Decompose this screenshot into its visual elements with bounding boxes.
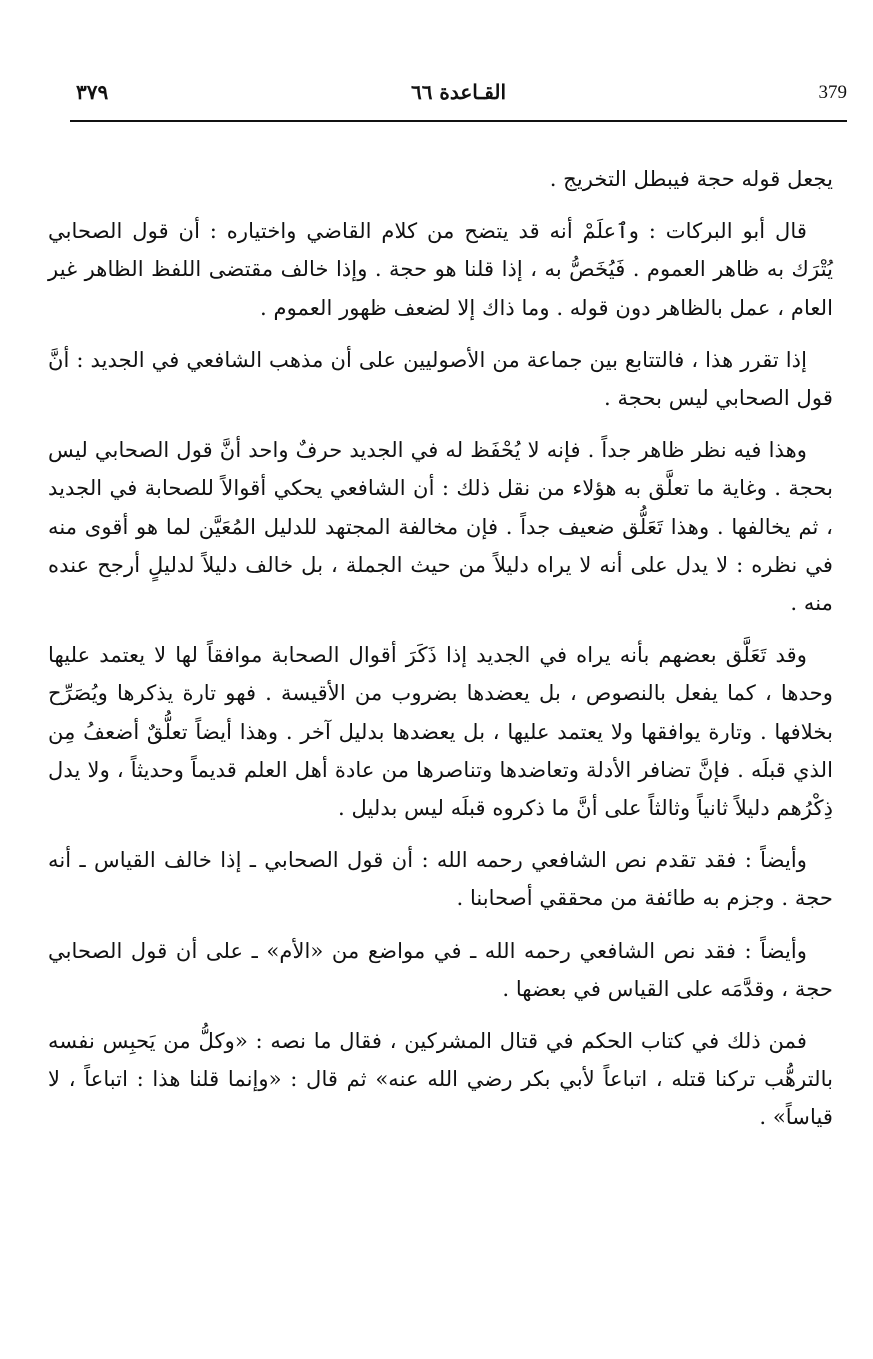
paragraph: يجعل قوله حجة فيبطل التخريج . [549,166,833,191]
header-rule [70,120,847,122]
page-body [48,160,833,1151]
page-number-arabic: ٣٧٩ [76,80,109,104]
paragraph: وأيضاً : فقد نص الشافعي رحمه الله ـ في مواضع من «الأم» ـ على أن قول الصحابي حجة ، وقدَّمَه على القياس في بعضها . [48,937,833,1001]
page-number-latin: 379 [818,82,847,103]
paragraph: فمن ذلك في كتاب الحكم في قتال المشركين ، فقال ما نصه : «وكلُّ من يَحبِس نفسه بالترهُّب تركنا قتله ، اتباعاً لأبي بكر رضي الله عنه» ثم قال : «وإنما قلنا هذا : اتباعاً ، لا قياساً» . [48,1028,833,1130]
paragraph: وهذا فيه نظر ظاهر جداً . فإنه لا يُحْفَظ له في الجديد حرفٌ واحد أنَّ قول الصحابي ليس بحجة . وغاية ما تعلَّق به هؤلاء من نقل ذلك : أن الشافعي يحكي أقوالاً للصحابة في الجديد ، ثم يخالفها . وهذا تَعَلُّق ضعيف جداً . فإن مخالفة المجتهد للدليل المُعَيَّن لما هو أقوى منه في نظره : لا يدل على أنه لا يراه دليلاً من حيث الجملة ، بل خالف دليلاً لدليلٍ أرجح عنده منه . [48,437,833,616]
paragraph: إذا تقرر هذا ، فالتتابع بين جماعة من الأصوليين على أن مذهب الشافعي في الجديد : أنَّ قول الصحابي ليس بحجة . [48,346,833,411]
paragraph: وأيضاً : فقد تقدم نص الشافعي رحمه الله : أن قول الصحابي ـ إذا خالف القياس ـ أنه حجة . وجزم به طائفة من محققي أصحابنا . [48,847,833,911]
paragraph: وقد تَعَلَّق بعضهم بأنه يراه في الجديد إذا ذَكَرَ أقوال الصحابة موافقاً لها لا يعتمد عليها وحدها ، كما يفعل بالنصوص ، بل يعضدها بضروب من الأقيسة . فهو تارة يذكرها ويُصَرِّح بخلافها . وتارة يوافقها ولا يعتمد عليها ، بل يعضدها بدليل آخر . وهذا أيضاً تعلُّقٌ أضعفُ مِن الذي قبلَه . فإنَّ تضافر الأدلة وتعاضدها وتناصرها من عادة أهل العلم قديماً وحديثاً ، ولا يدل ذِكْرُهم دليلاً ثانياً وثالثاً على أنَّ ما ذكروه قبلَه ليس بدليل . [48,642,833,821]
page-header [70,80,847,120]
running-title: القـاعدة ٦٦ [410,80,507,104]
paragraph: قال أبو البركات : وٱعلَمْ أنه قد يتضح من كلام القاضي واختياره : أن قول الصحابي يُتْرَك به ظاهر العموم . فَيُخَصُّ به ، إذا قلنا هو حجة . وإذا خالف مقتضى اللفظ الظاهر غير العام ، عمل بالظاهر دون قوله . وما ذاك إلا لضعف ظهور العموم . [48,218,833,320]
